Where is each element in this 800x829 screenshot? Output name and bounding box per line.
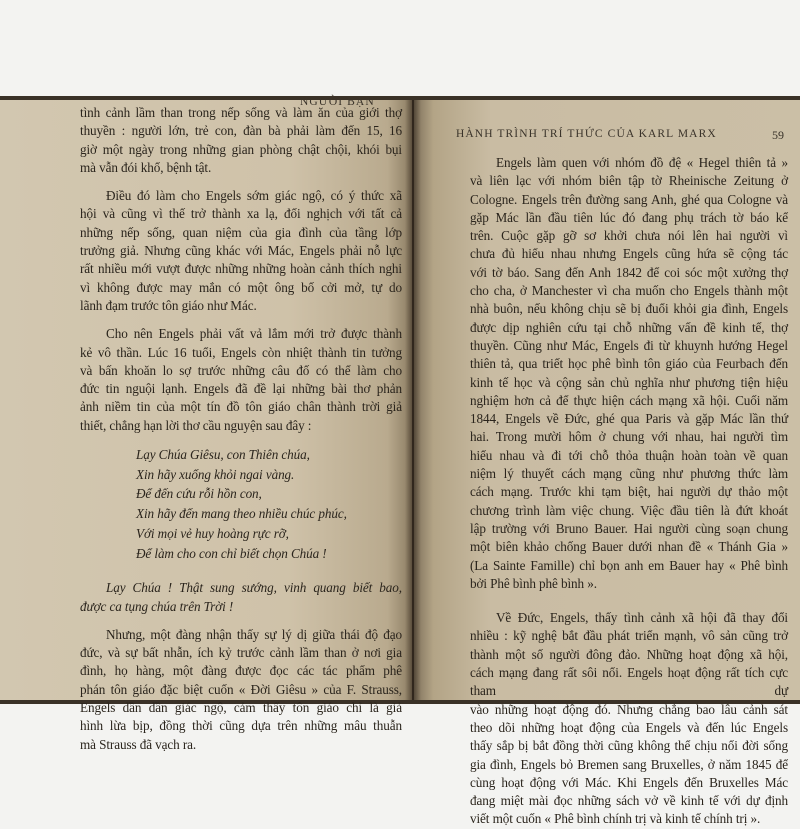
text-line: nghiệm hơn cả để thực hiện cách mạng xã hội. Cuối năm: [470, 392, 788, 408]
text-line: thuyền : người lớn, trẻ con, đàn bà phải làm đến 15, 16: [80, 123, 402, 139]
text-line: (La Sainte Famille) chỉ bọn anh em Bauer hay « Phê bình: [470, 557, 788, 573]
text-line: chương trình làm việc chung. Việc đầu tiên là đứt khoát: [470, 502, 788, 518]
poem-line: Xin hãy đến mang theo nhiều chúc phúc,: [136, 506, 347, 522]
text-line: Engels làm quen với nhóm đồ đệ « Hegel thiên tả »: [496, 155, 788, 170]
text-line: Nhưng, một đàng nhận thấy sự lý dị giữa thái độ đạo: [106, 626, 402, 642]
text-line: với tờ báo. Sang đến Anh 1842 để coi sóc một xưởng thợ: [470, 264, 788, 280]
text-line: rất nhiều mới vượt được những những hoàn cảnh thích nghi: [80, 261, 402, 277]
text-line: đang miệt mài đọc những sách vở về kinh tế với dự định: [470, 793, 788, 809]
text-line: nhà buôn, nếu không chịu sẽ bị đuổi khỏi gia đình, Engels: [470, 301, 788, 317]
text-line: cho cha, ở Manchester vì cha muốn cho Engels thành một: [470, 283, 788, 299]
text-line: mà vẫn đói khổ, bệnh tật.: [80, 159, 212, 175]
text-line: Cho nên Engels phải vất vả lắm mới trở được thành: [106, 326, 402, 342]
text-line: giờ một ngày trong những gian phòng chật chội, khói bụi: [80, 141, 402, 157]
text-line: trên. Cuộc gặp gỡ sơ khởi chưa nói lên hai người vì: [470, 228, 788, 244]
poem-line: Để làm cho con chỉ biết chọn Chúa !: [136, 545, 327, 561]
poem-line: Lạy Chúa Giêsu, con Thiên chúa,: [136, 447, 310, 463]
text-line: gia đình, Engels bỏ Bremen sang Bruxelles, ở năm 1845 để: [470, 756, 788, 772]
text-line: Cologne. Engels trên đường sang Anh, ghé qua Cologne và: [470, 191, 788, 207]
left-page: [0, 96, 412, 752]
text-line: hội và cũng vì thế trở thành xa lạ, đối nghịch với tất cả: [80, 206, 402, 222]
text-line: cách mạng đang rất sôi nổi. Engels hoạt động rất tích cực tham dự: [470, 665, 788, 699]
text-line: hai. Trong mười hôm ở chung với nhau, hai người tìm: [470, 429, 788, 445]
text-line: đình, họ hàng, một đàng được đọc các tác phẩm phê: [80, 663, 402, 679]
text-line: đức tin nguội lạnh. Engels đã đề lại những bài thơ phản: [80, 381, 402, 397]
text-line: lãnh đạm trước tôn giáo như Mác.: [80, 297, 257, 313]
poem-line: Để đến cứu rỗi hồn con,: [136, 486, 262, 502]
text-line: Engels dần dần giác ngộ, cảm thấy tôn giáo chỉ là giả: [80, 700, 402, 716]
quote-line: được ca tụng chúa trên Trời !: [80, 598, 234, 614]
text-line: thấy sắp bị bắt đồng thời cũng không thể chịu nổi đời sống: [470, 738, 788, 754]
text-line: hiểu nhau và đi tới chỗ thỏa thuận hoàn toàn về quan: [470, 447, 788, 463]
text-line: cách mạng. Trước khi tạm biệt, hai người dự thảo một: [470, 484, 788, 500]
left-page-text: [80, 104, 402, 754]
left-page-header: NGƯỜI BẠN: [300, 96, 375, 108]
text-line: gặp Mác lần đầu tiên lúc đó đang phụ trách tờ báo kể: [470, 209, 788, 225]
text-line: viết một cuốn « Phê bình chính trị và kinh tế chính trị ».: [470, 811, 761, 827]
text-line: nhiều : kỹ nghệ bắt đầu phát triển mạnh, vô sản cũng trở: [470, 628, 788, 644]
text-line: mà Strauss đã vạch ra.: [80, 736, 197, 752]
text-line: lập trường với Bruno Bauer. Hai người cùng soạn chung: [470, 520, 788, 536]
quote-line: Lạy Chúa ! Thật sung sướng, vinh quang biết bao,: [106, 580, 402, 596]
text-line: phán tôn giáo đặc biệt cuốn « Đời Giêsu » của F. Strauss,: [80, 681, 402, 697]
text-line: niệm lý thuyết cách mạng cũng như phương thức làm: [470, 466, 788, 482]
text-line: thành một số người đông đảo. Những hoạt động xã hội,: [470, 646, 788, 662]
right-page-text: [470, 154, 788, 829]
text-line: bởi Phê bình phê bình ».: [470, 575, 597, 591]
right-page-header: HÀNH TRÌNH TRÍ THỨC CỦA KARL MARX: [456, 128, 717, 140]
text-line: thiên tả, qua triết học phê bình tôn giáo của Feurbach đến: [470, 356, 788, 372]
text-line: và bấn khoăn lo sợ trước những câu đố có thể làm cho: [80, 362, 402, 378]
text-line: kẻ vô thần. Lúc 16 tuổi, Engels còn nhiệt thành tin tưởng: [80, 344, 402, 360]
text-line: 1844, Engels về Đức, ghé qua Paris và gặp Mác lần thứ: [470, 411, 788, 427]
text-line: thiết, chẳng hạn lời thơ cầu nguyện sau đây :: [80, 417, 312, 433]
text-line: cùng hoạt động với Mác. Khi Engels đến Bruxelles Mác: [470, 774, 788, 790]
page-number: 59: [772, 128, 784, 142]
text-line: vì không được may mắn có một ông bố cởi mở, tự do: [80, 279, 402, 295]
text-line: kinh tế học và cộng sản chủ nghĩa như phương tiện hiệu: [470, 374, 788, 390]
text-line: chưa đủ hiểu nhau nhưng Engels cũng hứa sẽ cộng tác: [470, 246, 788, 262]
right-page: [414, 100, 800, 827]
text-line: hình lừa bịp, đồng thời cũng dựa trên những mâu thuẫn: [80, 718, 402, 734]
text-line: đức, và sự bất nhẫn, ích kỷ trước cảnh lầm than ở nơi gia: [80, 645, 402, 661]
text-line: tình cảnh lầm than trong nếp sống và làm ăn của giới thợ: [80, 105, 402, 120]
text-line: được dịp nghiên cứu tại chỗ những vấn đề kinh tế, thợ: [470, 319, 788, 335]
text-line: và liên lạc với nhóm biên tập tờ Rheinische Zeitung ở: [470, 173, 788, 189]
text-line: ảnh niềm tin của một tín đồ tôn giáo chân thành trời giả: [80, 399, 402, 415]
text-line: vào những hoạt động đó. Nhưng chẳng bao lâu cảnh sát: [470, 701, 788, 717]
poem-line: Xin hãy xuống khỏi ngai vàng.: [136, 466, 295, 482]
text-line: trưởng giả. Nhưng cũng khác với Mác, Engels phải nỗ lực: [80, 243, 402, 259]
text-line: Điều đó làm cho Engels sớm giác ngộ, có ý thức xã: [106, 188, 402, 204]
text-line: một biên khảo chống Bauer dưới nhan đề « Thánh Gia »: [470, 539, 788, 555]
text-line: những nếp sống, quan niệm của gia đình của tầng lớp: [80, 224, 402, 240]
text-line: theo dõi những hoạt động của Engels và đến lúc Engels: [470, 719, 788, 735]
text-line: thuyền. Cũng như Mác, Engels đi từ khuynh hướng Hegel: [470, 337, 788, 353]
poem-line: Với mọi vẻ huy hoàng rực rỡ,: [136, 525, 289, 541]
text-line: Về Đức, Engels, thấy tình cảnh xã hội đã thay đổi: [496, 610, 788, 626]
book-gutter-shadow: [405, 100, 421, 700]
